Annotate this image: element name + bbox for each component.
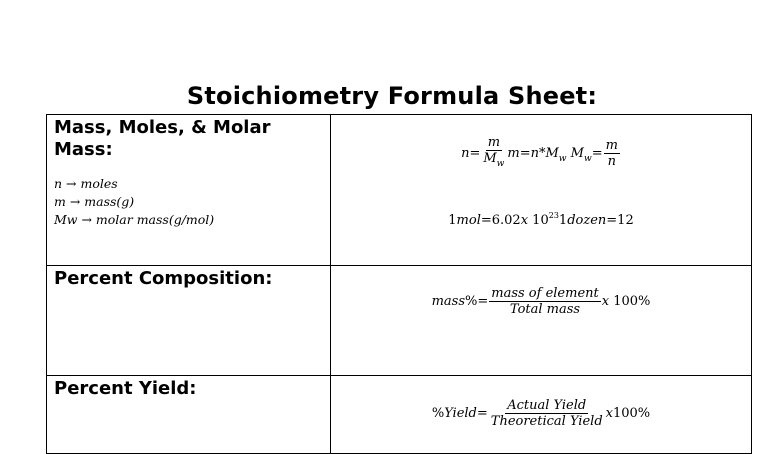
fraction-denominator: Total mass	[509, 302, 581, 317]
percent-yield-formula-cell	[331, 376, 752, 454]
section-heading: Percent Composition:	[54, 268, 273, 289]
fraction-numerator: mass of element	[491, 286, 599, 301]
definition-mass: m → mass(g)	[54, 194, 135, 209]
formula-table	[46, 114, 752, 454]
heading-line-2: Mass:	[54, 139, 113, 160]
table-row	[47, 266, 752, 376]
mass-moles-formula-cell	[331, 115, 752, 266]
variable-definitions	[54, 175, 324, 229]
percent-composition-formula-cell	[331, 266, 752, 376]
mass-moles-label-cell	[47, 115, 331, 266]
percent-composition-formula: mass%= $\frac{\text{mass of element}}{\text{Total mass}}$ x 100%	[431, 286, 651, 317]
mole-formulas: n= $\frac{m}{M_w}$ $m=n*M_w$ $M_w=$ $\frac{m}{n}$	[461, 135, 618, 169]
percent-composition-label-cell	[47, 266, 331, 376]
mole-constants: 1mol=6.02x $10^{23}1dozen=12$	[448, 211, 634, 228]
section-heading	[54, 117, 324, 161]
percent-yield-formula: %Yield= $\frac{\text{Actual Yield}}{\text{Theoretical Yield}}$ x100%	[431, 398, 651, 429]
page-title: Stoichiometry Formula Sheet:	[186, 82, 598, 110]
section-heading: Percent Yield:	[54, 378, 197, 399]
table-row	[47, 115, 752, 266]
heading-line-1: Mass, Moles, & Molar	[54, 117, 271, 138]
fraction-denominator: Theoretical Yield	[490, 414, 603, 429]
percent-yield-label-cell	[47, 376, 331, 454]
fraction-numerator: Actual Yield	[507, 398, 587, 413]
table-row	[47, 376, 752, 454]
definition-moles: n → moles	[54, 176, 118, 191]
definition-molar-mass: Mw → molar mass(g/mol)	[54, 212, 215, 227]
